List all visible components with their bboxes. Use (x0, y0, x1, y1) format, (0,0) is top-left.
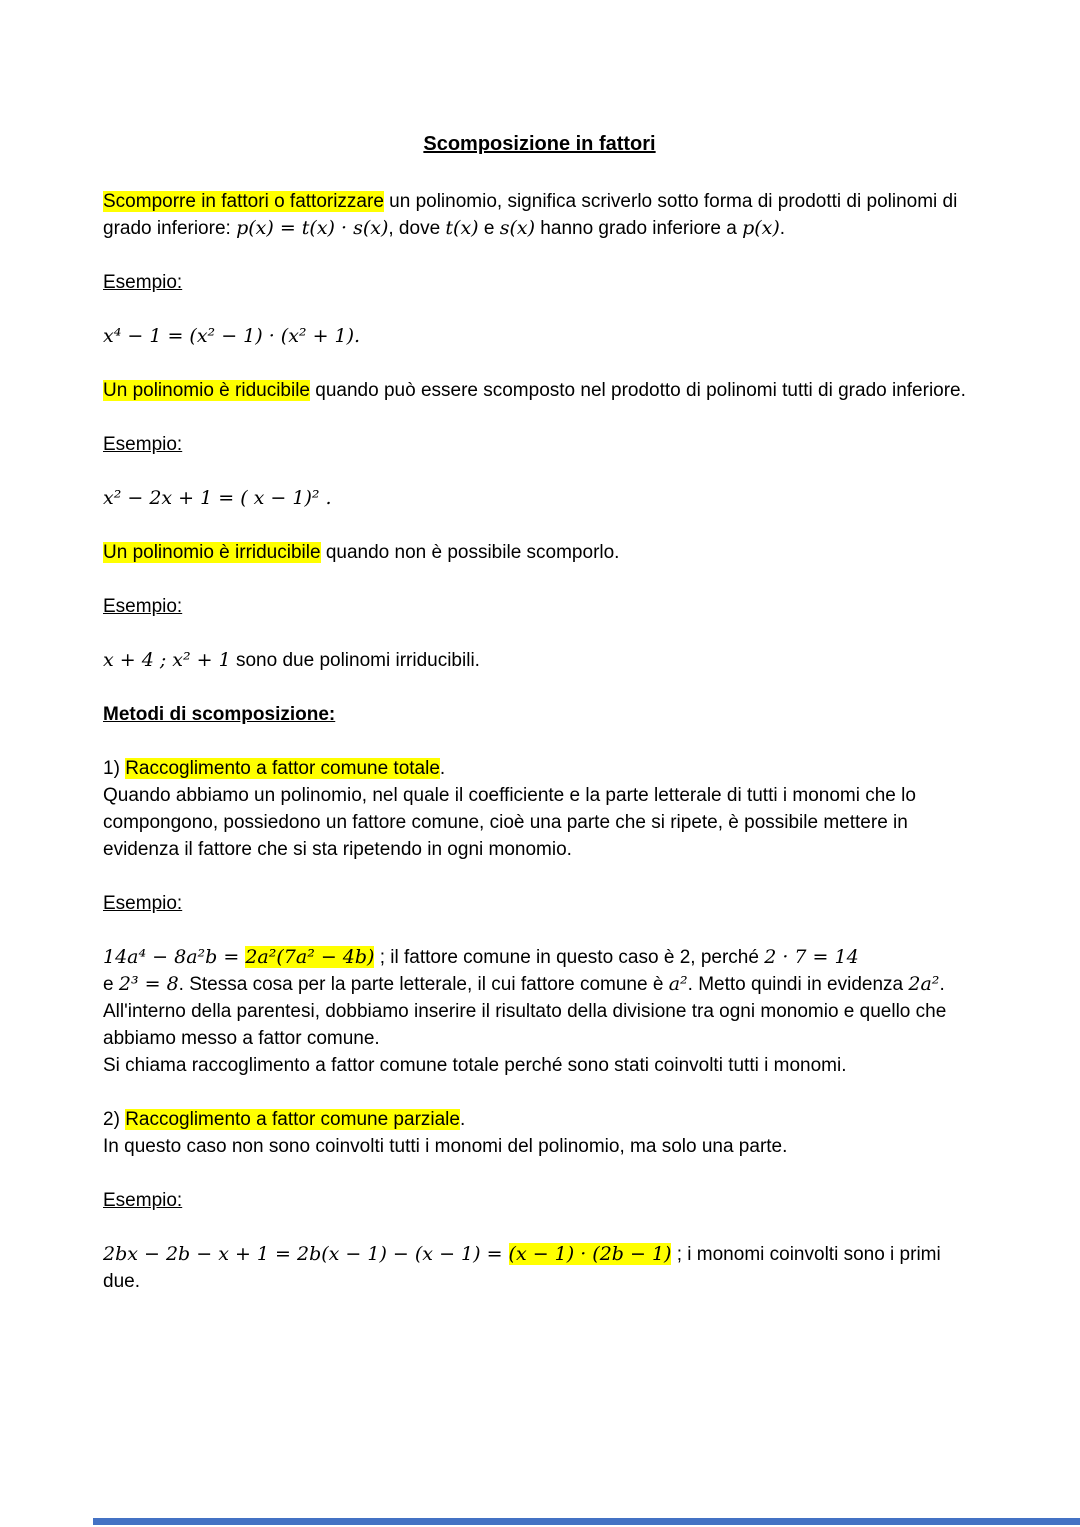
text-run: . All'interno della parentesi, dobbiamo inserire il risultato della divisione tra ogni monomio e quello che abbiamo messo a fattor comune. (103, 974, 947, 1049)
text-run: un polinomio, significa scriverlo sotto forma di prodotti di polinomi di grado inferiore: (103, 191, 958, 239)
highlight-run: Scomporre in fattori o fattorizzare (103, 191, 384, 212)
paragraph-irriducibile (103, 539, 976, 566)
method-1-block (103, 755, 976, 863)
math-example-3 (103, 647, 976, 674)
text-run: 1) (103, 758, 126, 779)
math-run: s(x) (499, 217, 536, 239)
math-highlight-run: 2a²(7a² − 4b) (245, 946, 375, 968)
text-run: . (459, 1109, 466, 1130)
method-1-example (103, 944, 976, 1079)
document-title: Scomposizione in fattori (423, 133, 656, 155)
math-run: 2³ = 8 (118, 973, 179, 995)
text-run: , dove (388, 218, 446, 239)
method-2-heading (103, 1109, 465, 1130)
highlight-run: Raccoglimento a fattor comune parziale (125, 1109, 460, 1130)
page-bottom-divider (93, 1518, 1080, 1525)
highlight-run: Un polinomio è irriducibile (103, 542, 321, 563)
text-run: . Metto quindi in evidenza (687, 974, 909, 995)
math-run: 14a⁴ − 8a²b = (103, 946, 246, 968)
method-2-body: In questo caso non sono coinvolti tutti i monomi del polinomio, ma solo una parte. (103, 1136, 788, 1157)
text-run: . (439, 758, 446, 779)
math-run: 2 · 7 = 14 (764, 946, 859, 968)
text-run: . Stessa cosa per la parte letterale, il cui fattore comune è (178, 974, 669, 995)
math-run: p(x) = t(x) · s(x) (236, 217, 389, 239)
text-run: quando non è possibile scomporlo. (320, 542, 620, 563)
method-2-example (103, 1241, 976, 1295)
math-run: p(x) (742, 217, 780, 239)
text-run: Si chiama raccoglimento a fattor comune totale perché sono stati coinvolti tutti i monomi. (103, 1055, 847, 1076)
esempio-label-1: Esempio: (103, 272, 183, 293)
highlight-run: Raccoglimento a fattor comune totale (125, 758, 440, 779)
math-run: x + 4 ; x² + 1 (103, 649, 231, 671)
text-run: hanno grado inferiore a (535, 218, 743, 239)
math-run: 2bx − 2b − x + 1 = 2b(x − 1) − (x − 1) = (103, 1243, 509, 1265)
text-run: e (103, 974, 119, 995)
text-run: 2) (103, 1109, 126, 1130)
method-2-block (103, 1106, 976, 1160)
esempio-label-5: Esempio: (103, 1190, 183, 1211)
esempio-label-4: Esempio: (103, 893, 183, 914)
text-run: . (779, 218, 786, 239)
esempio-label-3: Esempio: (103, 596, 183, 617)
text-run: quando può essere scomposto nel prodotto di polinomi tutti di grado inferiore. (310, 380, 966, 401)
text-run: e (478, 218, 500, 239)
highlight-run: Un polinomio è riducibile (103, 380, 310, 401)
math-run: x⁴ − 1 = (x² − 1) · (x² + 1). (103, 325, 361, 347)
math-run: x² − 2x + 1 = ( x − 1)² . (103, 487, 332, 509)
math-run: 2a² (908, 973, 940, 995)
paragraph-intro (103, 188, 976, 242)
method-1-heading (103, 758, 445, 779)
math-example-2 (103, 485, 976, 512)
text-run: ; i monomi coinvolti sono i primi due. (103, 1244, 941, 1292)
method-1-body: Quando abbiamo un polinomio, nel quale il coefficiente e la parte letterale di tutti i monomi che lo compongono, possiedono un fattore comune, cioè una parte che si ripete, è possibile mettere in evidenza il fattore che si sta ripetendo in ogni monomio. (103, 785, 916, 860)
text-run: ; il fattore comune in questo caso è 2, perché (374, 947, 765, 968)
methods-heading: Metodi di scomposizione: (103, 704, 336, 725)
esempio-label-2: Esempio: (103, 434, 183, 455)
math-highlight-run: (x − 1) · (2b − 1) (508, 1243, 672, 1265)
math-run: a² (668, 973, 688, 995)
math-example-1 (103, 323, 976, 350)
text-run: sono due polinomi irriducibili. (230, 650, 480, 671)
math-run: t(x) (445, 217, 479, 239)
paragraph-riducibile (103, 377, 976, 404)
